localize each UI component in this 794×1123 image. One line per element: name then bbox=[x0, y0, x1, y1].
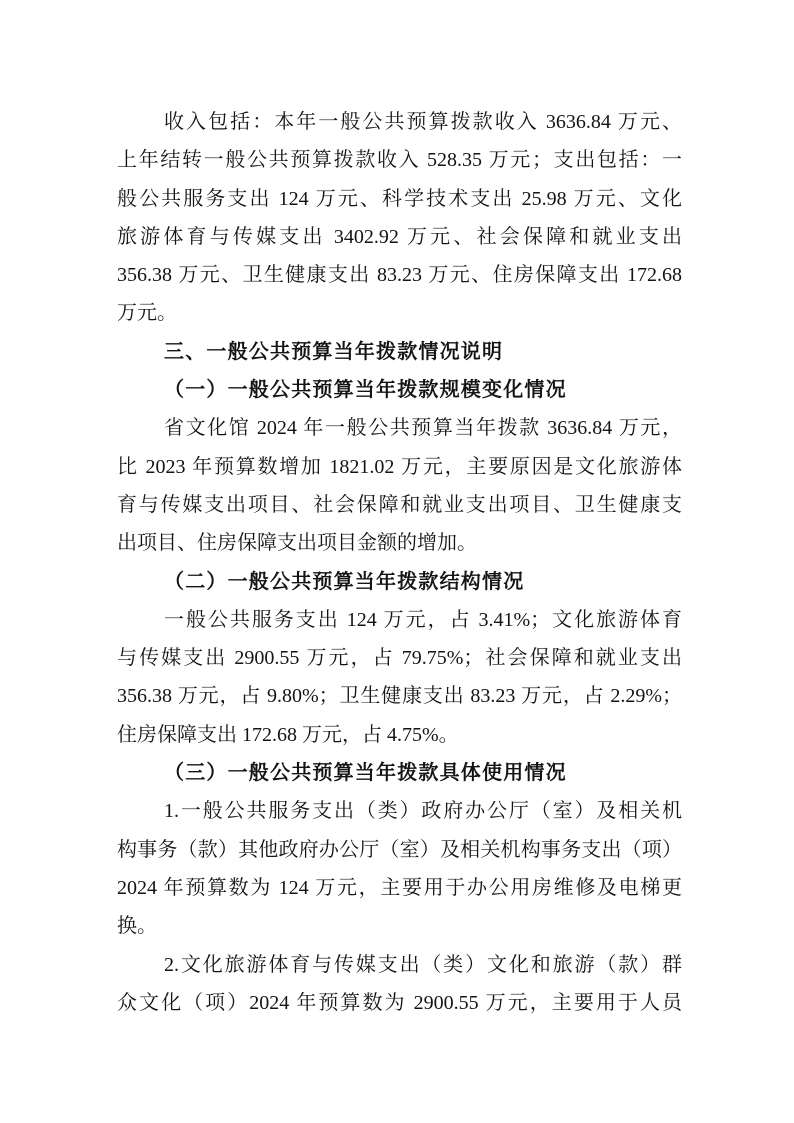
paragraph-line: 2024 年预算数为 124 万元，主要用于办公用房维修及电梯更 bbox=[117, 876, 682, 899]
paragraph-line: 一般公共服务支出 124 万元，占 3.41%；文化旅游体育 bbox=[164, 608, 682, 631]
paragraph-line: 万元。 bbox=[117, 302, 177, 325]
paragraph-income-expense-summary bbox=[117, 103, 682, 333]
paragraph-line: 构事务（款）其他政府办公厅（室）及相关机构事务支出（项） bbox=[117, 838, 682, 861]
paragraph-line: 省文化馆 2024 年一般公共预算当年拨款 3636.84 万元， bbox=[164, 417, 682, 440]
subsection-heading: （三）一般公共预算当年拨款具体使用情况 bbox=[164, 762, 567, 785]
subsection-heading: （一）一般公共预算当年拨款规模变化情况 bbox=[164, 379, 567, 402]
paragraph-line: 旅游体育与传媒支出 3402.92 万元、社会保障和就业支出 bbox=[117, 225, 682, 248]
paragraph-scale-change bbox=[117, 409, 682, 562]
paragraph-line: 众文化（项）2024 年预算数为 2900.55 万元，主要用于人员 bbox=[117, 991, 682, 1014]
paragraph-structure bbox=[117, 601, 682, 754]
section-heading: 三、一般公共预算当年拨款情况说明 bbox=[164, 340, 504, 363]
paragraph-line: 换。 bbox=[117, 915, 157, 938]
paragraph-line: 育与传媒支出项目、社会保障和就业支出项目、卫生健康支 bbox=[117, 493, 682, 516]
paragraph-line: 收入包括：本年一般公共预算拨款收入 3636.84 万元、 bbox=[164, 111, 682, 133]
paragraph-line: 1.一般公共服务支出（类）政府办公厅（室）及相关机 bbox=[164, 800, 682, 823]
paragraph-line: 356.38 万元、卫生健康支出 83.23 万元、住房保障支出 172.68 bbox=[117, 264, 682, 287]
paragraph-line: 356.38 万元，占 9.80%；卫生健康支出 83.23 万元，占 2.29%； bbox=[117, 685, 682, 708]
paragraph-line: 住房保障支出 172.68 万元，占 4.75%。 bbox=[117, 723, 459, 746]
document-body bbox=[117, 103, 682, 1022]
paragraph-line: 出项目、住房保障支出项目金额的增加。 bbox=[117, 532, 477, 555]
paragraph-line: 与传媒支出 2900.55 万元，占 79.75%；社会保障和就业支出 bbox=[117, 647, 682, 670]
paragraph-line: 上年结转一般公共预算拨款收入 528.35 万元；支出包括：一 bbox=[117, 149, 682, 172]
paragraph-usage-item-2 bbox=[117, 946, 682, 1023]
paragraph-line: 比 2023 年预算数增加 1821.02 万元，主要原因是文化旅游体 bbox=[117, 455, 682, 478]
paragraph-line: 2.文化旅游体育与传媒支出（类）文化和旅游（款）群 bbox=[164, 953, 682, 976]
subsection-heading: （二）一般公共预算当年拨款结构情况 bbox=[164, 570, 525, 593]
paragraph-usage-item-1 bbox=[117, 792, 682, 945]
paragraph-line: 般公共服务支出 124 万元、科学技术支出 25.98 万元、文化 bbox=[117, 187, 682, 210]
